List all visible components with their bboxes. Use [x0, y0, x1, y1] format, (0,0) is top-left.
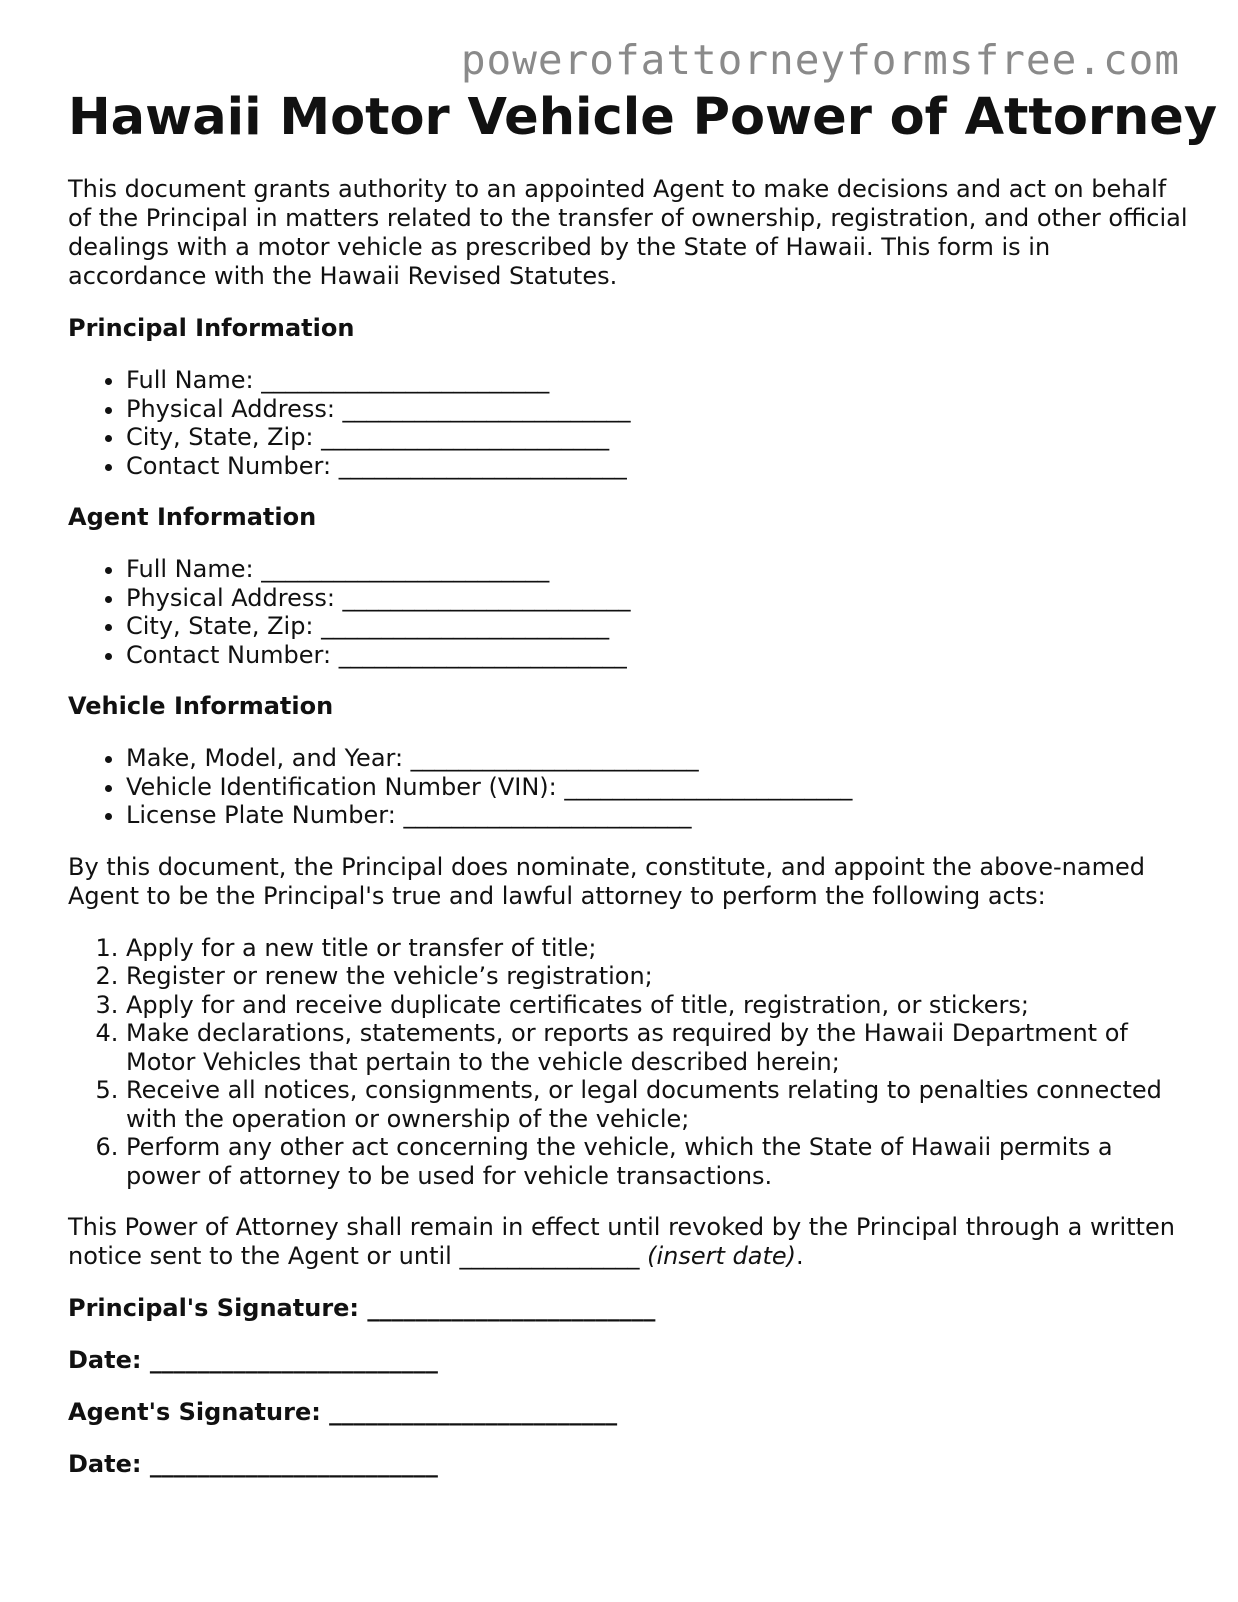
act-item: 4. Make declarations, statements, or reports as required by the Hawaii Department of Motor Vehicles that pertain to the vehicle described herein; — [126, 1019, 1188, 1076]
principal-heading: Principal Information — [68, 314, 355, 342]
acts-list — [68, 934, 1188, 1191]
principal-signature-line: Principal's Signature: ________________________ — [68, 1294, 656, 1322]
act-item: 1. Apply for a new title or transfer of title; — [126, 934, 1188, 963]
act-item: 5. Receive all notices, consignments, or legal documents relating to penalties connected with the operation or ownership of the vehicle; — [126, 1076, 1188, 1133]
term-insert-date: (insert date) — [647, 1242, 796, 1270]
agent-signature-line: Agent's Signature: ________________________ — [68, 1398, 618, 1426]
agent-date-line: Date: ________________________ — [68, 1450, 438, 1478]
agent-contact: • Contact Number: ________________________ — [126, 641, 1188, 670]
document-title: Hawaii Motor Vehicle Power of Attorney — [68, 88, 1218, 147]
term-paragraph — [68, 1213, 1188, 1271]
vehicle-vin: • Vehicle Identification Number (VIN): ________________________ — [126, 773, 1188, 802]
principal-address: • Physical Address: ________________________ — [126, 395, 1188, 424]
principal-date-line: Date: ________________________ — [68, 1346, 438, 1374]
document-page — [68, 88, 1218, 1479]
principal-contact: • Contact Number: ________________________ — [126, 452, 1188, 481]
principal-full-name: • Full Name: ________________________ — [126, 366, 1188, 395]
vehicle-fields — [68, 744, 1188, 830]
agent-city-state-zip: • City, State, Zip: ________________________ — [126, 612, 1188, 641]
acts-intro-paragraph: By this document, the Principal does nominate, constitute, and appoint the above-named Agent to be the Principal's true and lawful attorney to perform the following acts: — [68, 852, 1145, 910]
act-item: 2. Register or renew the vehicle’s registration; — [126, 962, 1188, 991]
agent-full-name: • Full Name: ________________________ — [126, 555, 1188, 584]
agent-address: • Physical Address: ________________________ — [126, 584, 1188, 613]
act-item: 3. Apply for and receive duplicate certificates of title, registration, or stickers; — [126, 991, 1188, 1020]
term-end: . — [796, 1242, 804, 1270]
principal-fields — [68, 366, 1188, 480]
vehicle-plate: • License Plate Number: ________________________ — [126, 801, 1188, 830]
vehicle-make-model-year: • Make, Model, and Year: ________________________ — [126, 744, 1188, 773]
term-text: This Power of Attorney shall remain in effect until revoked by the Principal through a written notice sent to the Agent or until _______________ — [68, 1213, 1175, 1270]
watermark: powerofattorneyformsfree.com — [460, 36, 1180, 84]
principal-city-state-zip: • City, State, Zip: ________________________ — [126, 423, 1188, 452]
agent-fields — [68, 555, 1188, 669]
vehicle-heading: Vehicle Information — [68, 692, 334, 720]
intro-paragraph: This document grants authority to an appointed Agent to make decisions and act on behalf of the Principal in matters related to the transfer of ownership, registration, and other official dealings with a motor vehicle as prescribed by the State of Hawaii. This form is in accordance with the Hawaii Revised Statutes. — [68, 175, 1188, 290]
agent-heading: Agent Information — [68, 503, 317, 531]
act-item: 6. Perform any other act concerning the vehicle, which the State of Hawaii permits a power of attorney to be used for vehicle transactions. — [126, 1133, 1188, 1190]
